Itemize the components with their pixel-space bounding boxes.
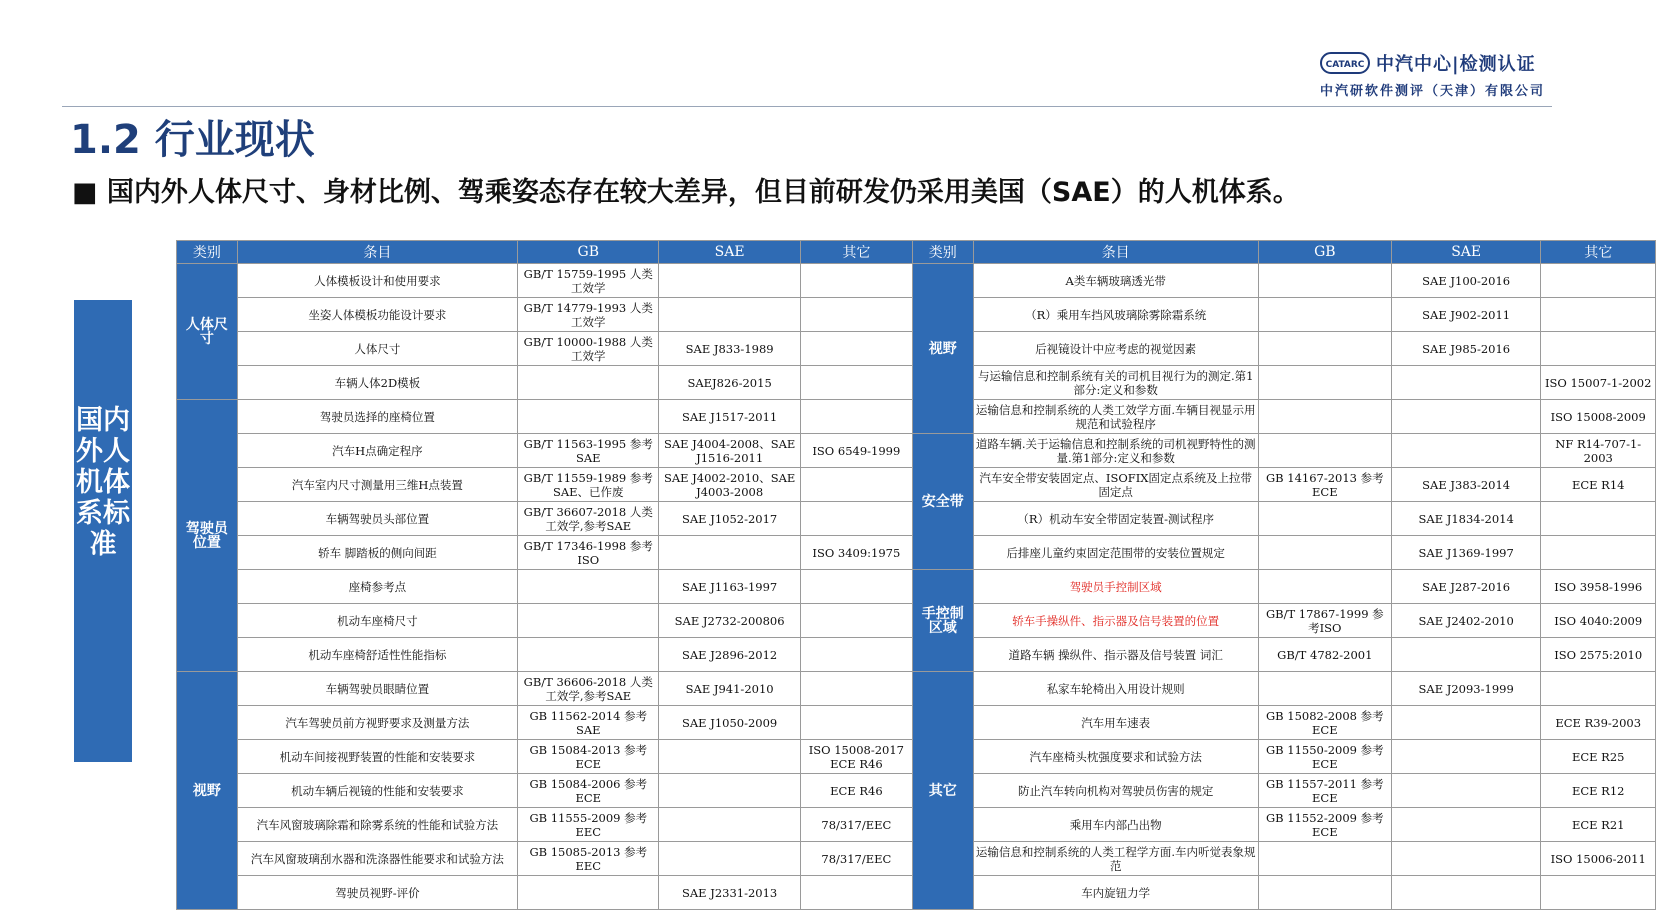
item-cell: 防止汽车转向机构对驾驶员伤害的规定: [973, 774, 1258, 808]
gb-cell: [1258, 264, 1391, 298]
sae-cell: SAE J2093-1999: [1391, 672, 1541, 706]
item-cell: 汽车驾驶员前方视野要求及测量方法: [237, 706, 517, 740]
other-cell: [800, 502, 912, 536]
item-cell: 道路车辆.关于运输信息和控制系统的司机视野特性的测量.第1部分:定义和参数: [973, 434, 1258, 468]
sae-cell: [1391, 808, 1541, 842]
item-cell: 车内旋钮力学: [973, 876, 1258, 910]
col-header: GB: [518, 241, 659, 264]
item-cell: 驾驶员手控制区域: [973, 570, 1258, 604]
gb-cell: [518, 366, 659, 400]
category-cell: 手控制区域: [912, 570, 973, 672]
sae-cell: [1391, 842, 1541, 876]
other-cell: ISO 15008-2017 ECE R46: [800, 740, 912, 774]
gb-cell: GB/T 14779-1993 人类工效学: [518, 298, 659, 332]
sae-cell: [1391, 638, 1541, 672]
sae-cell: [659, 740, 800, 774]
gb-cell: [1258, 298, 1391, 332]
gb-cell: GB/T 36607-2018 人类工效学,参考SAE: [518, 502, 659, 536]
item-cell: A类车辆玻璃透光带: [973, 264, 1258, 298]
item-cell: 与运输信息和控制系统有关的司机目视行为的测定.第1部分:定义和参数: [973, 366, 1258, 400]
other-cell: [800, 672, 912, 706]
gb-cell: [518, 400, 659, 434]
gb-cell: GB/T 11563-1995 参考SAE: [518, 434, 659, 468]
sae-cell: SAE J2732-200806: [659, 604, 800, 638]
gb-cell: GB 15085-2013 参考EEC: [518, 842, 659, 876]
standards-table: [176, 240, 1656, 910]
col-header: 其它: [1541, 241, 1656, 264]
item-cell: 轿车 脚踏板的侧向间距: [237, 536, 517, 570]
item-cell: 运输信息和控制系统的人类工程学方面.车内听觉表象规范: [973, 842, 1258, 876]
category-cell: 其它: [912, 672, 973, 910]
gb-cell: [1258, 536, 1391, 570]
other-cell: [800, 876, 912, 910]
other-cell: ECE R25: [1541, 740, 1656, 774]
item-cell: 座椅参考点: [237, 570, 517, 604]
other-cell: ECE R14: [1541, 468, 1656, 502]
gb-cell: [1258, 400, 1391, 434]
sae-cell: SAE J985-2016: [1391, 332, 1541, 366]
gb-cell: [518, 604, 659, 638]
sae-cell: [659, 298, 800, 332]
category-cell: 视野: [912, 264, 973, 434]
item-cell: 驾驶员选择的座椅位置: [237, 400, 517, 434]
catarc-logo-mark: CATARC: [1320, 52, 1370, 74]
col-header: SAE: [1391, 241, 1541, 264]
category-cell: 驾驶员位置: [177, 400, 238, 672]
item-cell: 轿车手操纵件、指示器及信号装置的位置: [973, 604, 1258, 638]
other-cell: [1541, 876, 1656, 910]
sae-cell: SAE J1052-2017: [659, 502, 800, 536]
gb-cell: [1258, 672, 1391, 706]
other-cell: [1541, 672, 1656, 706]
sidebar-label: 国内外人机体系标准: [76, 405, 130, 560]
table-row: [177, 672, 1656, 706]
item-cell: 人体尺寸: [237, 332, 517, 366]
sae-cell: [1391, 366, 1541, 400]
gb-cell: GB/T 10000-1988 人类工效学: [518, 332, 659, 366]
item-cell: 运输信息和控制系统的人类工效学方面.车辆目视显示用规范和试验程序: [973, 400, 1258, 434]
sae-cell: SAE J287-2016: [1391, 570, 1541, 604]
company-name: 中汽研软件测评（天津）有限公司: [1320, 84, 1546, 99]
col-header: GB: [1258, 241, 1391, 264]
other-cell: [800, 604, 912, 638]
page-subtitle: ■ 国内外人体尺寸、身材比例、驾乘姿态存在较大差异，但目前研发仍采用美国（SAE）的人机体系。: [72, 177, 1300, 208]
gb-cell: GB 15084-2013 参考ECE: [518, 740, 659, 774]
sae-cell: [1391, 434, 1541, 468]
other-cell: ISO 6549-1999: [800, 434, 912, 468]
item-cell: 机动车辆后视镜的性能和安装要求: [237, 774, 517, 808]
other-cell: [800, 706, 912, 740]
gb-cell: [1258, 502, 1391, 536]
gb-cell: GB 11562-2014 参考SAE: [518, 706, 659, 740]
other-cell: ISO 4040:2009: [1541, 604, 1656, 638]
sae-cell: [659, 536, 800, 570]
col-header: SAE: [659, 241, 800, 264]
item-cell: 私家车轮椅出入用设计规则: [973, 672, 1258, 706]
sae-cell: SAE J4004-2008、SAE J1516-2011: [659, 434, 800, 468]
item-cell: 车辆驾驶员眼睛位置: [237, 672, 517, 706]
sae-cell: SAE J902-2011: [1391, 298, 1541, 332]
col-header: 条目: [237, 241, 517, 264]
sae-cell: SAEJ826-2015: [659, 366, 800, 400]
gb-cell: [1258, 876, 1391, 910]
gb-cell: [518, 876, 659, 910]
other-cell: [1541, 332, 1656, 366]
sae-cell: SAE J1163-1997: [659, 570, 800, 604]
gb-cell: GB/T 11559-1989 参考SAE、已作废: [518, 468, 659, 502]
other-cell: [800, 264, 912, 298]
gb-cell: GB 11555-2009 参考EEC: [518, 808, 659, 842]
sae-cell: [659, 808, 800, 842]
item-cell: 机动车间接视野装置的性能和安装要求: [237, 740, 517, 774]
gb-cell: [518, 638, 659, 672]
sae-cell: SAE J2331-2013: [659, 876, 800, 910]
item-cell: （R）机动车安全带固定装置-测试程序: [973, 502, 1258, 536]
sae-cell: SAE J941-2010: [659, 672, 800, 706]
gb-cell: [1258, 570, 1391, 604]
gb-cell: GB/T 17867-1999 参考ISO: [1258, 604, 1391, 638]
gb-cell: GB/T 4782-2001: [1258, 638, 1391, 672]
sae-cell: SAE J100-2016: [1391, 264, 1541, 298]
gb-cell: [1258, 434, 1391, 468]
col-header: 其它: [800, 241, 912, 264]
other-cell: [1541, 536, 1656, 570]
item-cell: 驾驶员视野-评价: [237, 876, 517, 910]
other-cell: [800, 298, 912, 332]
gb-cell: GB/T 17346-1998 参考ISO: [518, 536, 659, 570]
sae-cell: [1391, 706, 1541, 740]
other-cell: NF R14-707-1-2003: [1541, 434, 1656, 468]
other-cell: ISO 2575:2010: [1541, 638, 1656, 672]
col-header: 类别: [177, 241, 238, 264]
other-cell: ISO 3958-1996: [1541, 570, 1656, 604]
item-cell: 汽车风窗玻璃除霜和除雾系统的性能和试验方法: [237, 808, 517, 842]
other-cell: ECE R39-2003: [1541, 706, 1656, 740]
item-cell: 道路车辆 操纵件、指示器及信号装置 词汇: [973, 638, 1258, 672]
gb-cell: GB/T 15759-1995 人类工效学: [518, 264, 659, 298]
col-header: 类别: [912, 241, 973, 264]
gb-cell: GB 11550-2009 参考ECE: [1258, 740, 1391, 774]
sae-cell: SAE J1369-1997: [1391, 536, 1541, 570]
sae-cell: SAE J383-2014: [1391, 468, 1541, 502]
other-cell: [800, 468, 912, 502]
other-cell: ECE R21: [1541, 808, 1656, 842]
other-cell: [1541, 502, 1656, 536]
sae-cell: [1391, 774, 1541, 808]
gb-cell: GB 11552-2009 参考ECE: [1258, 808, 1391, 842]
gb-cell: [1258, 332, 1391, 366]
other-cell: ECE R12: [1541, 774, 1656, 808]
gb-cell: [1258, 366, 1391, 400]
sae-cell: SAE J2896-2012: [659, 638, 800, 672]
other-cell: [800, 332, 912, 366]
sae-cell: SAE J4002-2010、SAE J4003-2008: [659, 468, 800, 502]
category-cell: 安全带: [912, 434, 973, 570]
other-cell: [800, 638, 912, 672]
gb-cell: GB 15082-2008 参考ECE: [1258, 706, 1391, 740]
item-cell: 后排座儿童约束固定范围带的安装位置规定: [973, 536, 1258, 570]
category-cell: 人体尺寸: [177, 264, 238, 400]
sae-cell: SAE J1517-2011: [659, 400, 800, 434]
sae-cell: [659, 264, 800, 298]
sae-cell: SAE J2402-2010: [1391, 604, 1541, 638]
company-logo: [1320, 46, 1550, 104]
gb-cell: GB 14167-2013 参考ECE: [1258, 468, 1391, 502]
item-cell: 汽车H点确定程序: [237, 434, 517, 468]
other-cell: ECE R46: [800, 774, 912, 808]
header-divider: [62, 106, 1552, 107]
item-cell: 车辆人体2D模板: [237, 366, 517, 400]
col-header: 条目: [973, 241, 1258, 264]
category-cell: 视野: [177, 672, 238, 910]
table-row: [177, 434, 1656, 468]
table-header-row: [177, 241, 1656, 264]
sae-cell: SAE J1050-2009: [659, 706, 800, 740]
table-row: [177, 570, 1656, 604]
other-cell: [800, 570, 912, 604]
gb-cell: GB 15084-2006 参考ECE: [518, 774, 659, 808]
item-cell: 坐姿人体模板功能设计要求: [237, 298, 517, 332]
other-cell: [800, 366, 912, 400]
gb-cell: GB/T 36606-2018 人类工效学,参考SAE: [518, 672, 659, 706]
brand-name: 中汽中心|检测认证: [1376, 54, 1536, 75]
sae-cell: [659, 842, 800, 876]
table-row: [177, 264, 1656, 298]
other-cell: ISO 15007-1-2002: [1541, 366, 1656, 400]
gb-cell: GB 11557-2011 参考ECE: [1258, 774, 1391, 808]
other-cell: ISO 15008-2009: [1541, 400, 1656, 434]
other-cell: ISO 15006-2011: [1541, 842, 1656, 876]
sae-cell: SAE J833-1989: [659, 332, 800, 366]
sidebar-label-panel: [74, 300, 132, 762]
item-cell: 汽车用车速表: [973, 706, 1258, 740]
sae-cell: [1391, 400, 1541, 434]
other-cell: 78/317/EEC: [800, 808, 912, 842]
sae-cell: [659, 774, 800, 808]
other-cell: [1541, 298, 1656, 332]
item-cell: （R）乘用车挡风玻璃除雾除霜系统: [973, 298, 1258, 332]
item-cell: 机动车座椅尺寸: [237, 604, 517, 638]
sae-cell: [1391, 876, 1541, 910]
item-cell: 汽车风窗玻璃刮水器和洗涤器性能要求和试验方法: [237, 842, 517, 876]
sae-cell: [1391, 740, 1541, 774]
sae-cell: SAE J1834-2014: [1391, 502, 1541, 536]
item-cell: 乘用车内部凸出物: [973, 808, 1258, 842]
item-cell: 汽车室内尺寸测量用三维H点装置: [237, 468, 517, 502]
item-cell: 车辆驾驶员头部位置: [237, 502, 517, 536]
page-title: 1.2 行业现状: [70, 117, 315, 163]
item-cell: 汽车座椅头枕强度要求和试验方法: [973, 740, 1258, 774]
gb-cell: [1258, 842, 1391, 876]
gb-cell: [518, 570, 659, 604]
item-cell: 汽车安全带安装固定点、ISOFIX固定点系统及上拉带固定点: [973, 468, 1258, 502]
other-cell: [800, 400, 912, 434]
item-cell: 后视镜设计中应考虑的视觉因素: [973, 332, 1258, 366]
other-cell: [1541, 264, 1656, 298]
item-cell: 机动车座椅舒适性性能指标: [237, 638, 517, 672]
item-cell: 人体模板设计和使用要求: [237, 264, 517, 298]
other-cell: 78/317/EEC: [800, 842, 912, 876]
other-cell: ISO 3409:1975: [800, 536, 912, 570]
